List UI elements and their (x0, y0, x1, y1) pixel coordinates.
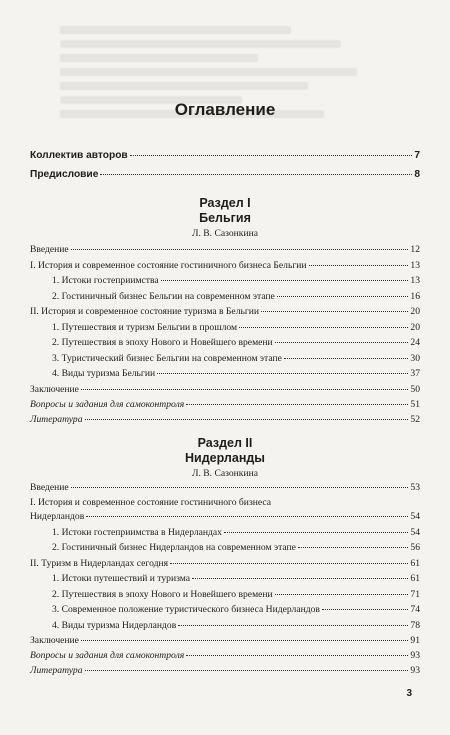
leader-dots (85, 670, 409, 671)
toc-entry-label: Заключение (30, 384, 79, 395)
section-heading: Раздел I (199, 196, 251, 210)
toc-entry-label: II. История и современное состояние туризма в Бельгии (30, 306, 260, 317)
toc-entry[interactable] (52, 368, 420, 380)
toc-entry-label: 2. Путешествия в эпоху Нового и Новейшего времени (52, 337, 273, 348)
leader-dots (224, 532, 408, 533)
section-author: Л. В. Сазонкина (191, 468, 258, 479)
toc-entry[interactable] (30, 665, 420, 677)
toc-entry-label: Литература (30, 414, 83, 425)
leader-dots (81, 640, 408, 641)
toc-entry-page: 61 (410, 573, 420, 584)
toc-entry[interactable] (52, 573, 420, 585)
leader-dots (71, 487, 409, 488)
toc-entry-label: Заключение (30, 635, 79, 646)
toc-entry-label: 3. Современное положение туристического бизнеса Нидерландов (52, 604, 320, 615)
leader-dots (186, 404, 408, 405)
toc-entry-label: Вопросы и задания для самоконтроля (30, 650, 185, 661)
toc-entry-page: 54 (410, 511, 420, 522)
toc-entry-label: 3. Туристический бизнес Бельгии на современном этапе (52, 353, 282, 364)
toc-entry[interactable] (30, 244, 420, 256)
toc-entry[interactable] (30, 306, 420, 318)
leader-dots (85, 419, 409, 420)
toc-entry-page: 74 (410, 604, 420, 615)
toc-entry-label: Вопросы и задания для самоконтроля (30, 399, 185, 410)
toc-entry[interactable] (30, 558, 420, 570)
toc-entry[interactable] (52, 322, 420, 334)
toc-entry[interactable] (52, 542, 420, 554)
toc-entry-page: 24 (410, 337, 420, 348)
toc-entry-label: 1. Истоки путешествий и туризма (52, 573, 190, 584)
leader-dots (100, 174, 412, 175)
toc-entry-label: Предисловие (30, 169, 99, 180)
toc-entry[interactable] (52, 604, 420, 616)
leader-dots (86, 516, 408, 517)
toc-entry-page: 20 (410, 306, 420, 317)
toc-entry-label: 2. Гостиничный бизнес Бельгии на современном этапе (52, 291, 275, 302)
leader-dots (170, 563, 408, 564)
toc-entry[interactable] (30, 511, 420, 523)
toc-entry[interactable] (30, 650, 420, 662)
toc-entry-label[interactable]: I. История и современное состояние гостиничного бизнеса (30, 497, 271, 508)
toc-entry-label: 4. Виды туризма Бельгии (52, 368, 156, 379)
toc-entry[interactable] (52, 620, 420, 632)
toc-entry-page: 56 (410, 542, 420, 553)
toc-entry-page: 93 (410, 650, 420, 661)
leader-dots (71, 249, 409, 250)
toc-entry-label: 1. Истоки гостеприимства (52, 275, 159, 286)
toc-entry[interactable] (30, 260, 420, 272)
toc-entry-page: 54 (410, 527, 420, 538)
toc-entry-preface[interactable] (30, 169, 420, 181)
leader-dots (261, 311, 408, 312)
leader-dots (284, 358, 409, 359)
toc-entry[interactable] (30, 414, 420, 426)
leader-dots (178, 625, 408, 626)
section-author: Л. В. Сазонкина (191, 228, 258, 239)
toc-entry-page: 51 (410, 399, 420, 410)
toc-entry-label: Введение (30, 482, 69, 493)
section-country: Нидерланды (185, 451, 265, 465)
leader-dots (186, 655, 408, 656)
toc-entry-label: 4. Виды туризма Нидерландов (52, 620, 177, 631)
leader-dots (275, 342, 409, 343)
toc-entry-page: 71 (410, 589, 420, 600)
toc-entry-page: 13 (410, 275, 420, 286)
toc-entry-authors[interactable] (30, 150, 420, 162)
page-number: 3 (406, 688, 412, 699)
leader-dots (157, 373, 408, 374)
leader-dots (130, 155, 413, 156)
toc-entry-page: 30 (410, 353, 420, 364)
toc-entry-page: 91 (410, 635, 420, 646)
toc-entry[interactable] (30, 635, 420, 647)
toc-entry-page: 16 (410, 291, 420, 302)
leader-dots (277, 296, 409, 297)
toc-entry[interactable] (52, 275, 420, 287)
toc-entry-label: 2. Путешествия в эпоху Нового и Новейшего времени (52, 589, 273, 600)
toc-entry-label: Литература (30, 665, 83, 676)
leader-dots (298, 547, 408, 548)
leader-dots (81, 389, 408, 390)
toc-entry[interactable] (30, 399, 420, 411)
toc-entry[interactable] (52, 337, 420, 349)
toc-entry[interactable] (30, 384, 420, 396)
section-heading: Раздел II (197, 436, 253, 450)
toc-entry[interactable] (30, 482, 420, 494)
toc-entry-page: 13 (410, 260, 420, 271)
toc-entry-label: II. Туризм в Нидерландах сегодня (30, 558, 169, 569)
toc-entry-page: 7 (414, 150, 420, 161)
leader-dots (161, 280, 409, 281)
toc-title: Оглавление (174, 100, 276, 119)
leader-dots (192, 578, 408, 579)
toc-entry-page: 53 (410, 482, 420, 493)
toc-entry-label: Нидерландов (30, 511, 85, 522)
leader-dots (322, 609, 408, 610)
toc-entry-label: 1. Путешествия и туризм Бельгии в прошлом (52, 322, 238, 333)
toc-entry-label: 1. Истоки гостеприимства в Нидерландах (52, 527, 222, 538)
leader-dots (275, 594, 409, 595)
toc-entry-label: 2. Гостиничный бизнес Нидерландов на современном этапе (52, 542, 296, 553)
toc-entry[interactable] (52, 527, 420, 539)
toc-entry[interactable] (52, 353, 420, 365)
leader-dots (309, 265, 409, 266)
toc-entry-page: 52 (410, 414, 420, 425)
leader-dots (239, 327, 408, 328)
toc-entry-label: Введение (30, 244, 69, 255)
toc-entry-page: 8 (414, 169, 420, 180)
toc-entry[interactable] (52, 589, 420, 601)
toc-entry-label: Коллектив авторов (30, 150, 128, 161)
toc-entry-page: 93 (410, 665, 420, 676)
toc-entry-page: 61 (410, 558, 420, 569)
toc-entry-page: 50 (410, 384, 420, 395)
toc-entry-page: 78 (410, 620, 420, 631)
toc-entry[interactable] (52, 291, 420, 303)
toc-entry-page: 20 (410, 322, 420, 333)
section-country: Бельгия (199, 211, 251, 225)
toc-entry-label: I. История и современное состояние гостиничного бизнеса Бельгии (30, 260, 307, 271)
toc-entry-page: 12 (410, 244, 420, 255)
toc-entry-page: 37 (410, 368, 420, 379)
